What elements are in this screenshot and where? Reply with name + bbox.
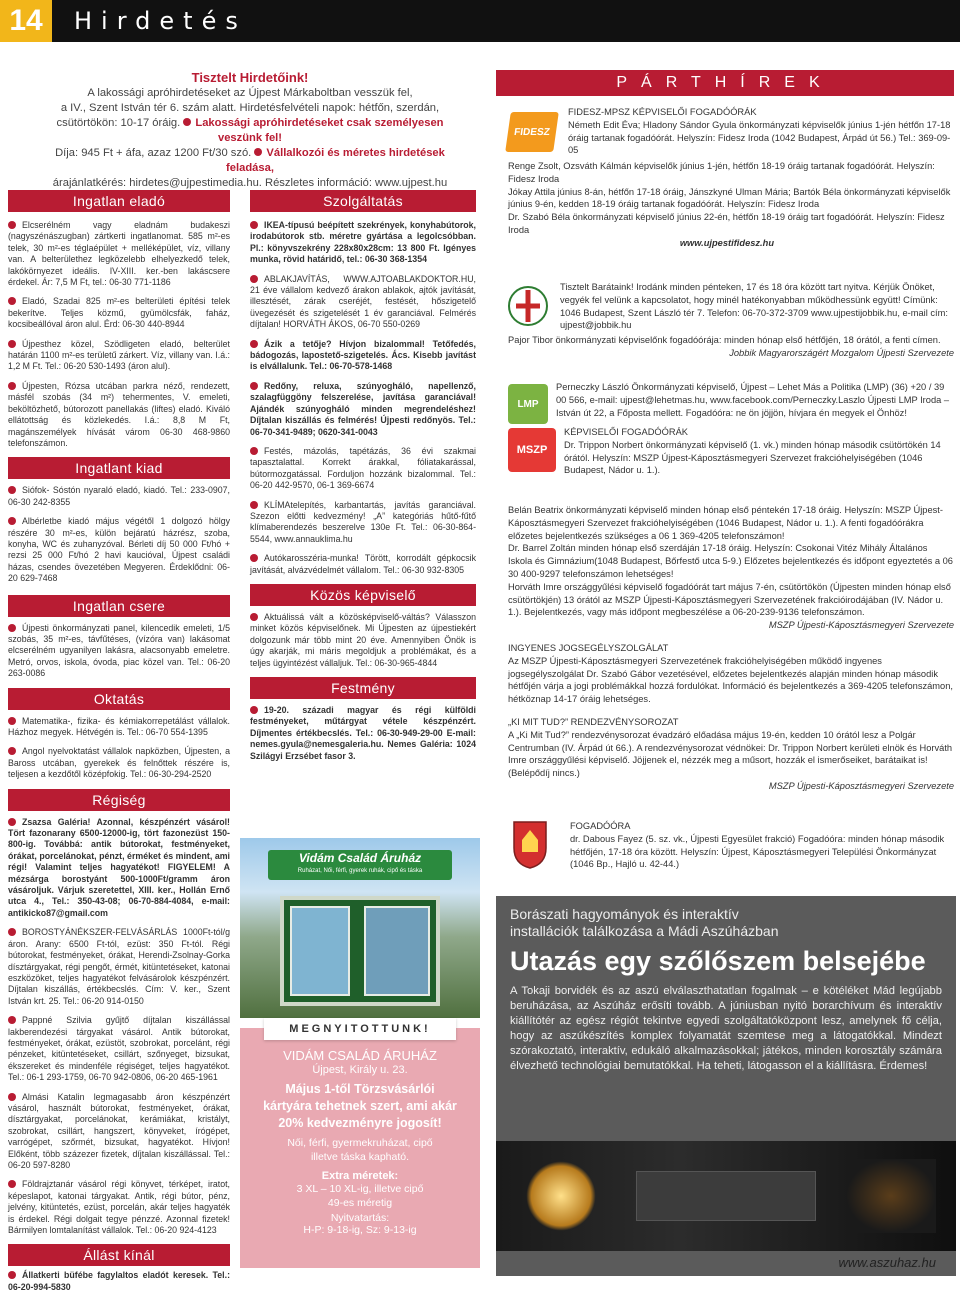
- mszp-sign: MSZP Újpesti-Káposztásmegyeri Szervezete: [768, 620, 954, 631]
- ad-item: Újpesten, Rózsa utcában parkra néző, rendezett, másfél szobás (34 m²) tehermentes, V. emeleti, beköltözhető, bútorozott panellakás (liftes) eladó. Kiváló ellátottság és közlekedés. I.á.: 8,8 M Ft, magánszemélyek hívását várom 06-30 468-9860 telefonszámon.: [8, 380, 230, 448]
- notice-line: csütörtökön: 10-17 óráig.: [56, 117, 181, 129]
- wine-kicker: Borászati hagyományok és interaktív: [510, 906, 739, 922]
- jobbik-p2: Pajor Tibor önkormányzati képviselőnk fogadóórája: minden hónap első hétfőjén, 18 órától, a fenti címen.: [508, 335, 941, 345]
- store-hours-title: Nyitvatartás:: [330, 1212, 390, 1224]
- notice-line: Lakossági apróhirdetéseket csak személyesen veszünk fel!: [195, 117, 444, 144]
- store-promo: Május 1-től Törzsvásárlói kártyára tehetnek szert, ami akár 20% kedvezményre jogosít!: [263, 1082, 457, 1130]
- ad-item: Állatkerti büfébe fagylaltos eladót keresek. Tel.: 06-20-994-5830: [8, 1270, 230, 1292]
- left-column: [8, 190, 230, 1301]
- wine-kicker: installációk találkozása a Mádi Aszúházban: [510, 923, 779, 939]
- middle-column: [250, 190, 476, 770]
- ad-item: Angol nyelvoktatást vállalok napközben, Újpesten, a Baross utcában, gyerekek és felnőttek részére is, teljesen a kezdőtől középfokig. Tel.: 06-30-294-2520: [8, 746, 230, 780]
- ad-item: ABLAKJAVÍTÁS, WWW.AJTOABLAKDOKTOR.HU, 21 éve vállalom kedvező árakon ablakok, ajtók javítását, illesztését, zárak cseréjét, festését, hőszigetelő üvegezését és szigetelését 1 év garanciával. Felmérés díjtalan! HORVÁTH ÁKOS, 06-70 550-0269: [250, 273, 476, 330]
- fidesz-block-2: [508, 160, 954, 250]
- store-sign-sub: Ruházat, Női, férfi, gyerek ruhák, cipő és táska: [297, 868, 423, 874]
- ad-item: Ázik a tetője? Hívjon bizalommal! Tetőfedés, bádogozás, lapostető-szigetelés. Ács. Kisebb javítást is elvállalunk. Tel.: 06-70-578-1468: [250, 338, 476, 372]
- section-head: Ingatlan csere: [8, 595, 230, 617]
- jobbik-logo-icon: [508, 284, 548, 328]
- section-head: Állást kínál: [8, 1244, 230, 1266]
- fidesz-url: www.ujpestifidesz.hu: [679, 237, 774, 248]
- ad-item: KLÍMAtelepítés, karbantartás, javítás garanciával. Szezon előtti kedvezmény! „A” kategóriás hűtő-fűtő klímaberendezés beszerelve 130e Ft. Tel.: 06-30-864-5544, www.annauklima.hu: [250, 499, 476, 544]
- fogadoora-block: [570, 820, 954, 871]
- ad-item: Földrajztanár vásárol régi könyvet, térképet, iratot, képeslapot, katonai tárgyakat. Antik, régi bútor, pénz, jelvény, kitüntetés, ezüst, porcelán, akár teljes hagyaték is érdekel. Régi dolgait tegye pénzzé. Azonnal fizetek! Bármilyen lomtalanítást vállalok. Tel.: 06-20 924-4123: [8, 1179, 230, 1236]
- jogsegely-head: INGYENES JOGSEGÉLYSZOLGÁLAT: [508, 642, 669, 653]
- notice-block: [40, 70, 460, 191]
- kimtud-sign: MSZP Újpesti-Káposztásmegyeri Szervezete: [768, 780, 954, 791]
- notice-line: Díja: 945 Ft + áfa, azaz 1200 Ft/30 szó.: [55, 147, 252, 159]
- section-head: Ingatlant kiad: [8, 457, 230, 479]
- store-info: [240, 1023, 480, 1268]
- lmp-logo-text: LMP: [517, 398, 539, 410]
- ad-item: Autókarosszéria-munka! Törött, korrodált gépkocsik javítását, alvázvédelmét vállalom. Tel.: 06-30 932-8305: [250, 553, 476, 575]
- opening-banner: MEGNYITOTTUNK!: [264, 1018, 456, 1040]
- section-head: Ingatlan eladó: [8, 190, 230, 212]
- notice-line: Vállalkozói és méretes hirdetések feladása,: [226, 147, 445, 174]
- lmp-block: [556, 381, 954, 419]
- notice-title: Tisztelt Hirdetőink!: [191, 70, 309, 85]
- store-goods: Női, férfi, gyermekruházat, cipő illetve táska kapható.: [287, 1137, 433, 1163]
- fidesz-p4: Dr. Szabó Béla önkormányzati képviselő június 22-én, hétfőn 18-19 óráig tart fogadóórát. Helyszín: Fidesz Iroda: [508, 212, 945, 235]
- store-sign: [268, 850, 452, 880]
- jogsegely-p1: Az MSZP Újpesti-Káposztásmegyeri Szervezetének frakcióhelyiségében működő ingyenes jogsegélyszolgálat Dr. Szabó Gábor vezetésével, előzetes bejelentkezés alapján minden hónap második hétfőjén várja a jogi problémákkal hozzá fordulókat. Információ és bejelentkezés a 369-4205 telefonszámon, hétköznap 14-17 óráig lehetséges.: [508, 655, 953, 705]
- ad-item: Siófok- Sóstón nyaraló eladó, kiadó. Tel.: 233-0907, 06-30 242-8355: [8, 485, 230, 507]
- store-sign-text: Vidám Család Áruház: [298, 851, 422, 865]
- fidesz-logo-text: FIDESZ: [513, 126, 551, 138]
- ad-item: Zsazsa Galéria! Azonnal, készpénzért vásárol! Tört fazonarany 6500-12000-ig, tört fazonezüst 150-800-ig. Továbbá: antik bútorokat, festményeket, órákat, porcelánokat, pénzt, érméket és mindent, ami régi! Valamint teljes hagyatékot! FIGYELEM! A mézsárga borostyánt 500-1000Ft/gramm áron vásároljuk. Várjuk szeretettel, XIII. ker., Hollán Ernő utca 4., Tel.: 350-43-08; 06-70-884-4084, e-mail: antikicko87@gmail.com: [8, 816, 230, 918]
- mszp-block: [564, 426, 954, 477]
- store-address: Újpest, Király u. 23.: [312, 1064, 408, 1076]
- jobbik-p1: Tisztelt Barátaink! Irodánk minden pénteken, 17 és 18 óra között tart nyitva. Kérjük Önöket, vegyék fel velünk a kapcsolatot, hogy minél hatékonyabban működhessünk együtt! Címünk: 1046 Budapest, Szent László tér 7. Telefon: 06-70-372-3709 www.ujpestijobbik.hu, e-mail cím: ujpest@jobbik.hu: [560, 282, 948, 331]
- ad-item: IKEA-típusú beépített szekrények, konyhabútorok, irodabútorok stb. méretre gyártása a legolcsóbban. Pl.: könyvszekrény 228x80x28cm: 13 800 Ft. Igényes munka, rövid határidő, tel.: 06-30 368-1354: [250, 220, 476, 265]
- notice-line: a IV., Szent István tér 6. szám alatt. Hirdetésfelvételi napok: hétfőn, szerdán,: [60, 102, 440, 114]
- kimtud-p1: A „Ki Mit Tud?” rendezvénysorozat évadzáró előadása május 19-én, kedden 10 órától lesz a Polgár Centrumban (IV. Árpád út 66.). A rendezvénysorozat védnökei: Dr. Trippon Norbert kerületi elnök és Horváth Imre országgyűlési képviselő. Jöjjenek el, nézzék meg a műsort, hozzák el ismerőseiket, barátaikat is! (Belépődíj nincs.): [508, 729, 953, 779]
- mszp-p4: Horváth Imre országgyűlési képviselő fogadóórát tart május 7-én, csütörtökön (Újpesten minden hónap első csütörtökjén) 13 órától az MSZP Újpesti-Káposztásmegyeri Szervezetének frakcióirodájában (IV. Nádor u. 1.). Bejelentkezés, vagy más időpont megbeszélése a 06-20-239-9136 telefonszámon.: [508, 581, 951, 618]
- ad-item: BOROSTYÁNÉKSZER-FELVÁSÁRLÁS 1000Ft-tól/g áron. Arany: 6500 Ft-tól, ezüst: 350 Ft-tól. Régi bútorokat, festményeket, órákat, Herendi-Zsolnay-Gorka dísztárgyakat, régi pengőt, érmét, kitüntetéseket, katonai eszközöket, teljes hagyatékot felvásárolok készpénzért. Díjtalan kiszállás, értékbecslés. Cím: V. ker., Szent István krt. 25. Tel.: 06-20 914-0150: [8, 927, 230, 1006]
- store-extra-title: Extra méretek:: [321, 1170, 399, 1182]
- wine-body: A Tokaji borvidék és az aszú elválaszthatatlan fogalmak – e kötéléket Mád legújabb beruházása, az Aszúház erősíti tovább. A júniusban nyitó borarchívum és interaktív kiállítótér az egész régiót tekintve egyedi szolgáltatóközpont lesz, amelynek fő célja, hogy az aszúkészítés komplex folyamatát szemtese meg a látogatókkal. Mindezt szórakoztató, interaktív, edukáló alkalmazásokkal; játékos, minden korosztály számára élvezhető technológiai bemutatókkal. Ha teheti, látogasson el a kiállításra. Érdemes!: [510, 985, 942, 1072]
- store-photo: [240, 838, 480, 1018]
- fogadoora-p1: dr. Dabous Fayez (5. sz. vk., Újpesti Egyesület frakció) Fogadóóra: minden hónap második hétfőjén, 17-18 óra között. Helyszín: Újpest, Káposztásmegyeri Települési Önkormányzat (1046 Bp., Hajló u. 42-44.): [570, 833, 945, 870]
- store-hours: H-P: 9-18-ig, Sz: 9-13-ig: [303, 1224, 417, 1236]
- aszuhaz-ad: [496, 896, 956, 1276]
- mszp-block-2: [508, 504, 954, 793]
- ad-item: 19-20. századi magyar és régi külföldi festményeket, műtárgyat vétele készpénzért. Díjmentes értékbecslés. Tel.: 06-30-949-29-00 E-mail: nemes.gyula@nemesgaleria.hu. Nemes Galéria: 1024 Szilágyi Erzsébet fasor 3.: [250, 705, 476, 761]
- ad-item: Albérletbe kiadó május végétől 1 dolgozó hölgy részére 30 m²-es, külön bejáratú házrész, szoba, konyha, WC és zuhanyzóval. Bérleti díj 50 000 Ft/hó + rezsi 25 000 Ft/hó 2 havi kaucióval, Újpest családi házas, csendes övezetében Megyeren. Érdeklődni: 06-20 629-7468: [8, 516, 230, 584]
- wine-title: Utazás egy szőlőszem belsejébe: [510, 946, 926, 976]
- lmp-logo-icon: [508, 384, 548, 424]
- section-head: Oktatás: [8, 688, 230, 710]
- section-head: Közös képviselő: [250, 584, 476, 606]
- exhibition-photo: [496, 1141, 956, 1251]
- section-title: Hirdetés: [52, 0, 960, 42]
- storefront-icon: [280, 896, 440, 1006]
- fidesz-p3: Jókay Attila június 8-án, hétfőn 17-18 óráig, Jánszkyné Ulman Mária; Bartók Béla önkormányzati képviselők június 9-én, kedden 18-19 óráig tartanak fogadóórát. Helyszín: Fidesz Iroda: [508, 186, 951, 210]
- ad-item: Pappné Szilvia gyűjtő díjtalan kiszállással lakberendezési tárgyakat vásárol. Antik bútorokat, festményeket, órákat, ezüstöt, szobrokat, porcelánt, régi pénzeket, kitüntetéseket, csillárt, szőnyeget, bizsukat, ékszereket és mindenféle régiséget, teljes hagyatékot. Tel.: 06-1 293-1759, 06-70 942-0806, 06-20 465-1961: [8, 1015, 230, 1083]
- mszp-logo-icon: [508, 428, 556, 472]
- bullet-icon: [254, 148, 262, 156]
- notice-line: A lakossági apróhirdetéseket az Újpest Márkaboltban vesszük fel,: [87, 87, 413, 99]
- notice-line: árajánlatkérés: hirdetes@ujpestimedia.hu. Részletes információ: www.ujpest.hu: [52, 177, 448, 189]
- store-extra: 3 XL – 10 XL-ig, illetve cipő 49-es méretig: [296, 1183, 424, 1209]
- section-head: Szolgáltatás: [250, 190, 476, 212]
- fidesz-block: [568, 106, 954, 157]
- ad-item: Elcserélném vagy eladnám budakeszi (nagyszénászugban) zártkerti ingatlanomat. 585 m²-es telek, 30 m²-es téglaépület + melléképület, víz, villany van. A belterülethez legközelebb elhelyezkedő telek, lakókörnyezet ideális. IV-XIII. ker.-ben lakáscsere érdekel. Ár: 7,5 M Ft, tel.: 06-30 771-1186: [8, 220, 230, 288]
- mszp-p2: Belán Beatrix önkormányzati képviselő minden hónap első péntekén 17-18 óráig. Helyszín: MSZP Újpest-Káposztásmegyeri Szervezet frakcióhelyiségében (1046 Budapest, Nádor u. 1.). A fenti fogadóórákra előzetes bejelentkezés szükséges a 06 1 369-4205 telefonszámon!: [508, 505, 943, 541]
- page-number: 14: [0, 0, 52, 42]
- ad-item: Redőny, reluxa, szúnyogháló, napellenző, szalagfüggöny felszerelése, javítása garanciával! Ajándék szúnyogháló minden megrendeléshez! Díjtalan kiszállás és felmérés! Újpesti redőnyös. Tel.: 06-70-341-9489; 0620-341-0043: [250, 380, 476, 437]
- jobbik-block-2: [508, 334, 954, 360]
- section-head: Festmény: [250, 677, 476, 699]
- fidesz-logo-icon: [505, 112, 559, 152]
- fidesz-p1: Németh Edit Éva; Hladony Sándor Gyula önkormányzati képviselők június 1-jén hétfőn 17-18 óráig tartanak fogadóórát. Helyszín: Fidesz Iroda (1042 Budapest, Árpád út 56.) Tel.: 369-09-05: [568, 119, 951, 156]
- mszp-logo-text: MSZP: [516, 444, 548, 456]
- bullet-icon: [183, 118, 191, 126]
- ad-item: Eladó, Szadai 825 m²-es belterületi építési telek bekerítve. Teljes közmű, gyümölcsfák, faház, kocsibeállóval áron alul. Érd: 06-30 440-8944: [8, 296, 230, 330]
- mszp-p1: Dr. Trippon Norbert önkormányzati képviselő (1. vk.) minden hónap második csütörtökén 14 órától. Helyszín: MSZP Újpest-Káposztásmegyeri Szervezet frakcióhelyiségében (1046 Budapest, Nádor u. 1.).: [564, 439, 941, 476]
- kimtud-head: „KI MIT TUD?” RENDEZVÉNYSOROZAT: [508, 716, 679, 727]
- lmp-p1: Perneczky László Önkormányzati képviselő, Újpest – Lehet Más a Politika (LMP) (36) +20 / 39 00 566, e-mail: ujpest@lehetmas.hu, www.facebook.com/Perneczky.Laszlo Újpesti LMP Iroda – István út 22, a Főposta mellett. Fogadóóra: ne ön jöjjön, hívjara én megyek el Önhöz!: [556, 382, 950, 418]
- wine-url[interactable]: www.aszuhaz.hu: [838, 1255, 936, 1270]
- store-name: VIDÁM CSALÁD ÁRUHÁZ: [283, 1048, 437, 1063]
- jobbik-sign: Jobbik Magyarországért Mozgalom Újpesti Szervezete: [729, 347, 954, 358]
- ad-item: Újpesti önkormányzati panel, kilencedik emeleti, 1/5 szobás, 35 m²-es, távfűtéses, (vízóra van) lakásomat elcserélném ugyanilyen lakásra, alacsonyabb emeletre. Metró, orvos, iskola, óvoda, piac közel van. Tel.: 06-20 263-0086: [8, 622, 230, 679]
- section-head: Régiség: [8, 789, 230, 811]
- ad-item: Újpesthez közel, Szödligeten eladó, belterület határán 1100 m²-es területű zárkert. Víz, villany van. I.á.: 1,2 M Ft. Tel.: 06-20 530-1493 (áron alul).: [8, 338, 230, 372]
- parthirek-banner: PÁRTHÍREK: [496, 70, 954, 96]
- ad-item: Almási Katalin legmagasabb áron készpénzért vásárol, használt bútorokat, festményeket, órákat, dísztárgyakat, porcelánokat, kerámiákat, kristályt, szobrokat, csillárt, hangszert, könyveket, írógépet, varrógépet, szőrmét, bizsukat, hagyatékot. Hívjon! Előként, több százezer fizetek, díjtalan kiszállással. Tel.: 06-20 597-8280: [8, 1091, 230, 1170]
- mszp-p3: Dr. Barrel Zoltán minden hónap első szerdáján 17-18 óráig. Helyszín: Csokonai Vitéz Mihály Általános Iskola és Gimnázium(1048 Budapest, Bőrfestő utca 5-9.) Előzetes bejelentkezés és időpont egyeztetés a 06 30 400-9297 telefonszámon lehetséges!: [508, 543, 953, 579]
- ad-item: Aktuálissá vált a közösképviselő-váltás? Válasszon minket közös képviselőnek. Mi Újpesten az újpestiekért dolgozunk már több mint 20 éve. Amennyiben Önök is úgy akarják, mi máris megoldjuk a problémákat, és a teljes ügyintézést vállaljuk. Tel.: 06-30-965-4844: [250, 611, 476, 668]
- mszp-head: KÉPVISELŐI FOGADÓÓRÁK: [564, 427, 688, 437]
- fidesz-p2: Renge Zsolt, Ozsváth Kálmán képviselők június 1-jén, hétfőn 18-19 óráig tartanak fogadóórát. Helyszín: Fidesz Iroda: [508, 161, 935, 184]
- ad-item: Matematika-, fizika- és kémiakorrepetálást vállalok. Házhoz megyek. Hétvégén is. Tel.: 06-70 554-1395: [8, 715, 230, 737]
- fogadoora-head: FOGADÓÓRA: [570, 821, 631, 831]
- jobbik-block: [560, 281, 954, 332]
- crest-icon: [510, 818, 550, 870]
- fidesz-head: FIDESZ-MPSZ KÉPVISELŐI FOGADÓÓRÁK: [568, 107, 757, 117]
- ad-item: Festés, mázolás, tapétázás, 36 évi szakmai tapasztalattal. Korrekt árakkal, fóliatakarással, bútormozgatással. Forduljon hozzánk bizalommal. Tel.: 06-20 442-9570, 06-1 369-6674: [250, 445, 476, 491]
